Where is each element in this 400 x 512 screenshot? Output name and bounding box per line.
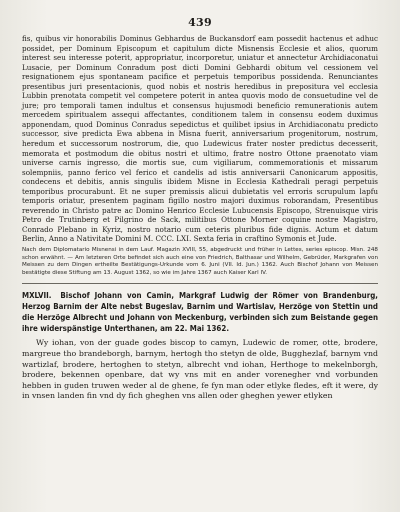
document-heading-text: Bischof Johann von Camin, Markgraf Ludwig der Römer von Brandenburg, Herzog Barnim der Alte nebst Bugeslav, Barnim und Wartislav, Herzöge von Stettin und die Herzöge Albrecht und Johann von Meckenburg, verbinden sich zum Beistande gegen ihre widerspänstige Unterthanen, am 22. Mai 1362. bbox=[22, 291, 378, 334]
latin-paragraph: fis, quibus vir honorabilis Dominus Gebhardus de Buckansdorf eam possedit hactenus et adhuc possidet, per Dominum Episcopum et capitulum dicte Misnensis Ecclesie et alios, quorum interest seu interesse poterit, appropriatur, incorporetur, uniatur et annectetur Archidiaconatui Lusacie, per Dominum Conradum post dicti Domini Gebhardi obitum vel cessionem vel resignationem ejus spontaneam pacifice et perpetuis temporibus possidenda. Renunciantes presentibus juri presentacionis, quod nobis et nostris heredibus in prepositura vel ecclesia Lubbin prenotata competit vel competere poterit in antea quovis modo de consuetudine vel de jure; pro temporali tamen indultus et consensus hujusmodi beneficio remunerationis autem mercedem spiritualem assequi affectantes, conditionem talem in consensu eodem duximus apponendam, quod Dominus Conradus sepedictus et quilibet ipsius in Archidiaconatu predicto successor, sive predicta Ewa abbena in Misna fuerit, anniversarium progenitorum, nostrum, heredum et successorum nostrorum, die, quo Ludewicus frater noster predictus decesserit, memorata et postmodum die obitus nostri et ultimo, fratre nostro Ottone praenotato viam universe carnis ingresso, die mortis sue, cum vigiliarum, commemorationis et missarum solempniis, panno ferico vel ferico et candelis ad istis anniversarii Canonicarum appositis, condecens et debitis, annis singulis ibidem Misne in Ecclesia Kathedrali peragi perpetuis temporibus procurabunt. Et ne super premissis alicui dubietatis vel erroris scrupulum lapfu temporis oriatur, presentem paginam figillo nostro majori duximus roborandam, Presentibus reverendo in Christo patre ac Domino Henrico Ecclesie Lubucensis Episcopo, Strenuisque viris Petro de Trutinberg et Pilgrino de Sack, militibus Ottone Morner coquine nostre Magistro, Conrado Plebano in Kyriz, nostro notario cum ceteris pluribus fide dignis. Actum et datum Berlin, Anno a Nativitate Domini M. CCC. LXI. Sexta feria in craftino Symonis et Jude. bbox=[22, 34, 378, 244]
latin-charter-text bbox=[22, 34, 378, 244]
page-number: 439 bbox=[188, 16, 212, 29]
section-divider bbox=[22, 283, 378, 284]
document-number: MXLVII. bbox=[22, 291, 52, 301]
source-footnote: Nach dem Diplomatario Misnensi in dem Lauf. Magazin XVIII, 55, abgedruckt und früher in Lettes, series episcop. Misn. 248 schon erwähnt. — Am letzteren Orte befindet sich auch eine von Friedrich, Balthasar und Wilhelm, Gebrüder, Markgrafen von Meissen zu dem Dingen ertheilte Bestätigungs-Urkunde vom 6. Juni (VII. Id. Jun.) 1362. Auch Bischof Johann von Meissen bestätigte diese Stiftung am 13. August 1362, so wie im Jahre 1367 auch Kaiser Karl IV. bbox=[22, 247, 378, 276]
document-heading bbox=[22, 290, 378, 334]
document-body-text: Wy iohan, von der guade godes biscop to camyn, Ludewic de romer, otte, brodere, margreue tho brandeborgh, barnym, hertogh tho stetyn de olde, Bugghezlaf, barnym vnd wartizlaf, brodere, hertoghen to stetyn, albrecht vnd iohan, Herthoge to mekelnborgh, brodere, bekennen openbare, dat wy vns mit en ander vorenegher vnd vorbunden hebben in guden truwen weder al de ghene, fe fyn man oder etlyke fledes, eft it were, dy in vnsen landen fin vnd dy fich gheghen vns allen oder gheghen yewer etlyken bbox=[22, 338, 378, 401]
